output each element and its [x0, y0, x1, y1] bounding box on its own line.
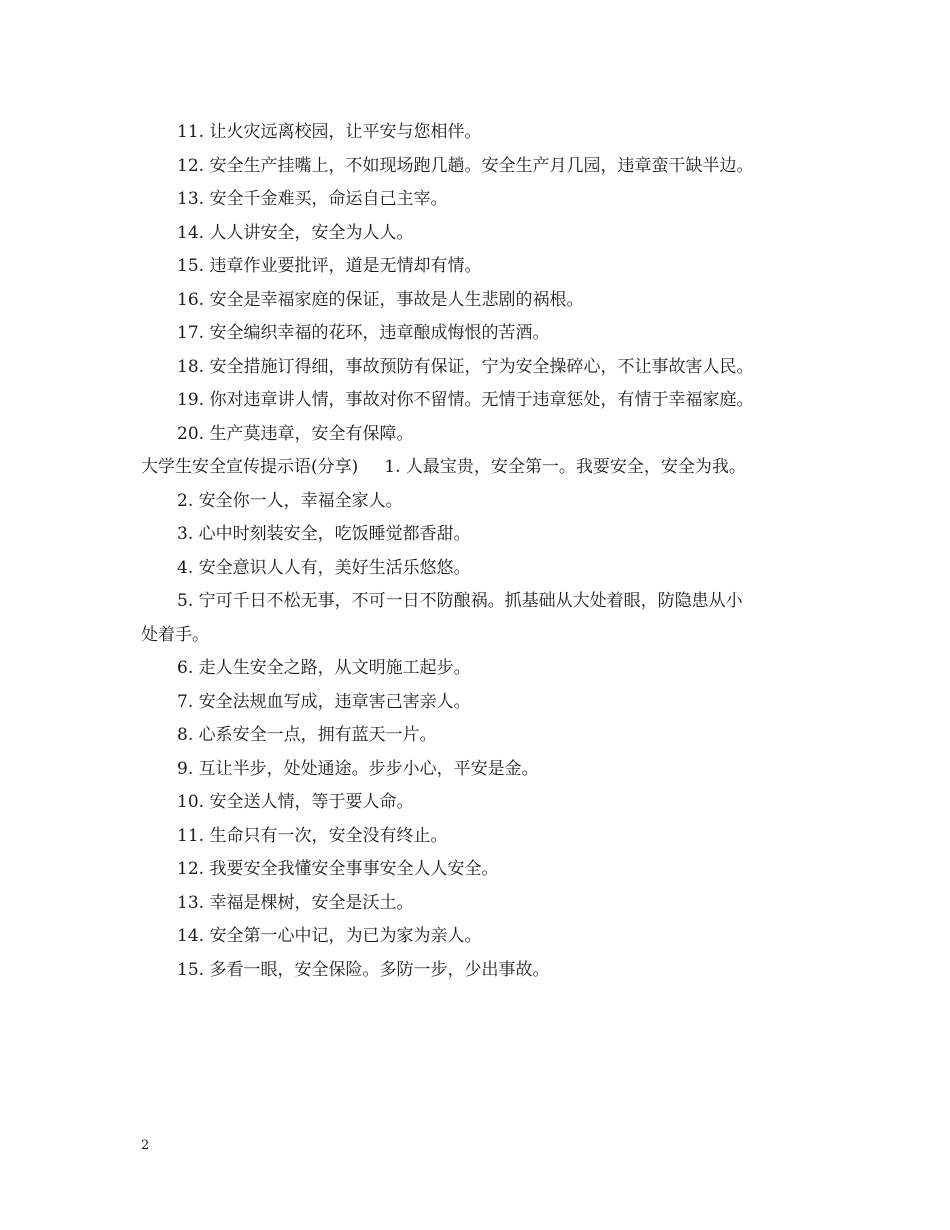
list-item: 18. 安全措施订得细，事故预防有保证，宁为安全操碎心，不让事故害人民。 [177, 356, 754, 377]
list-item: 9. 互让半步，处处通途。步步小心，平安是金。 [177, 758, 539, 779]
list-item: 10. 安全送人情，等于要人命。 [177, 792, 414, 812]
list-item: 4. 安全意识人人有，美好生活乐悠悠。 [177, 557, 471, 578]
list-item: 7. 安全法规血写成，违章害己害亲人。 [177, 691, 471, 712]
list-item: 8. 心系安全一点，拥有蓝天一片。 [177, 725, 437, 745]
list-item: 6. 走人生安全之路，从文明施工起步。 [177, 658, 471, 678]
list-item: 20. 生产莫违章，安全有保障。 [177, 423, 414, 444]
list-item: 17. 安全编织幸福的花环，违章酿成悔恨的苦酒。 [177, 323, 550, 343]
section-heading: 大学生安全宣传提示语(分享) [141, 457, 359, 477]
list-item: 15. 违章作业要批评，道是无情却有情。 [177, 256, 482, 276]
list-item: 13. 安全千金难买，命运自己主宰。 [177, 189, 448, 209]
list-item: 15. 多看一眼，安全保险。多防一步，少出事故。 [177, 959, 550, 980]
list-item: 16. 安全是幸福家庭的保证，事故是人生悲剧的祸根。 [177, 289, 584, 310]
list-item: 11. 让火灾远离校园，让平安与您相伴。 [177, 122, 482, 142]
list-item: 13. 幸福是棵树，安全是沃土。 [177, 892, 414, 913]
list-item: 14. 安全第一心中记，为已为家为亲人。 [177, 926, 482, 946]
list-item: 11. 生命只有一次，安全没有终止。 [177, 825, 448, 846]
page-number: 2 [141, 1138, 150, 1153]
list-item: 12. 安全生产挂嘴上，不如现场跑几趟。安全生产月几园，违章蛮干缺半边。 [177, 155, 754, 176]
list-item: 3. 心中时刻装安全，吃饭睡觉都香甜。 [177, 524, 471, 544]
list-item: 2. 安全你一人，幸福全家人。 [177, 490, 403, 511]
list-item: 12. 我要安全我懂安全事事安全人人安全。 [177, 859, 499, 879]
document-body [141, 116, 821, 987]
list-item-continuation: 处着手。 [141, 624, 209, 645]
list-item: 1. 人最宝贵，安全第一。我要安全，安全为我。 [384, 457, 746, 477]
list-item: 5. 宁可千日不松无事，不可一日不防酿祸。抓基础从大处着眼，防隐患从小 [177, 591, 743, 611]
section-heading-line [141, 451, 821, 485]
list-item: 19. 你对违章讲人情，事故对你不留情。无情于违章惩处，有情于幸福家庭。 [177, 390, 754, 410]
list-item: 14. 人人讲安全，安全为人人。 [177, 222, 414, 243]
